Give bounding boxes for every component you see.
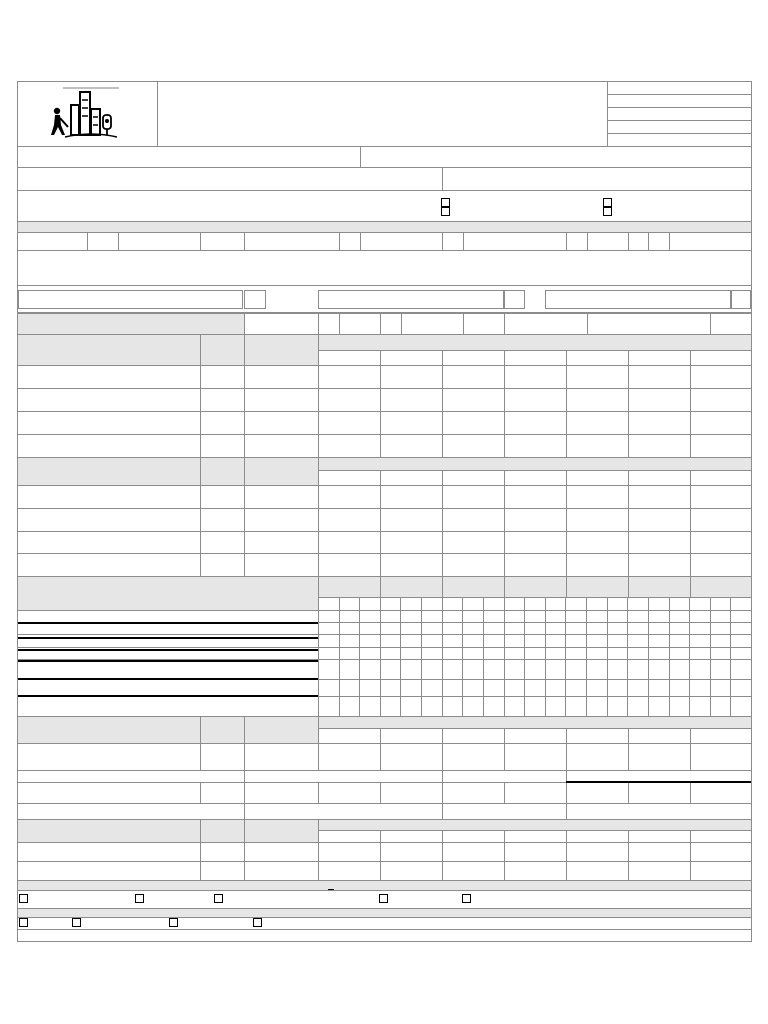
form-outer-border (17, 81, 752, 942)
